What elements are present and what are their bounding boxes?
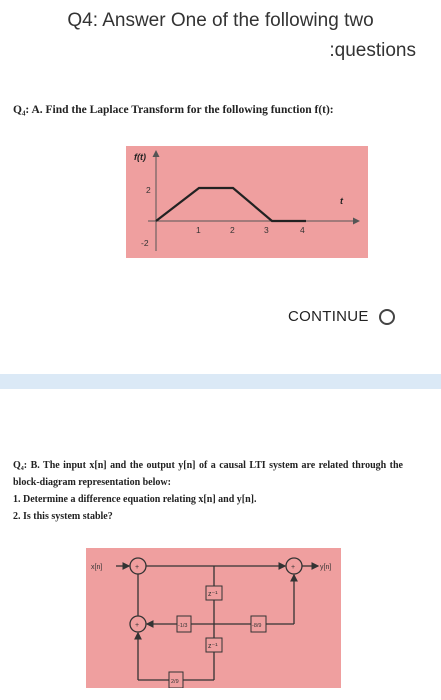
question-a-text: Q₄: A. Find the Laplace Transform for the following function f(t):: [13, 104, 334, 116]
continue-label: CONTINUE: [288, 308, 369, 325]
gain-left-label: -1/3: [178, 623, 188, 629]
svg-text:+: +: [135, 564, 140, 571]
x-tick-2: 2: [230, 225, 235, 235]
question-b-item-1: 1. Determine a difference equation relating x[n] and y[n].: [13, 494, 257, 505]
input-label: x[n]: [91, 564, 103, 571]
function-graph-svg: [126, 146, 368, 258]
y-axis-label: f(t): [134, 152, 146, 162]
question-header-line1: Q4: Answer One of the following two: [67, 10, 374, 31]
block-diagram-image: [86, 548, 341, 688]
x-tick-4: 4: [300, 225, 305, 235]
output-label: y[n]: [320, 564, 332, 571]
question-b-intro: Q₄: B. The input x[n] and the output y[n] of a causal LTI system are related through the block-diagram representation below:: [13, 460, 403, 488]
function-trace: [156, 188, 306, 221]
question-b-item-2: 2. Is this system stable?: [13, 511, 113, 522]
x-axis-label: t: [340, 196, 343, 206]
question-b-block: [13, 457, 403, 525]
y-tick-2: 2: [146, 185, 151, 195]
block-diagram-svg: [86, 548, 341, 688]
section-divider: [0, 374, 441, 389]
delay-label-2: z⁻¹: [208, 643, 218, 650]
continue-radio[interactable]: [379, 309, 395, 325]
y-tick-neg2: -2: [141, 238, 149, 248]
delay-label-1: z⁻¹: [208, 591, 218, 598]
gain-bottom-label: 2/9: [171, 679, 179, 685]
continue-button[interactable]: [288, 308, 395, 325]
svg-text:+: +: [291, 564, 296, 571]
x-tick-3: 3: [264, 225, 269, 235]
function-graph-image: [126, 146, 368, 258]
question-header-line2: :questions: [329, 40, 416, 61]
gain-right-label: -8/9: [252, 623, 262, 629]
x-tick-1: 1: [196, 225, 201, 235]
svg-text:+: +: [135, 622, 140, 629]
